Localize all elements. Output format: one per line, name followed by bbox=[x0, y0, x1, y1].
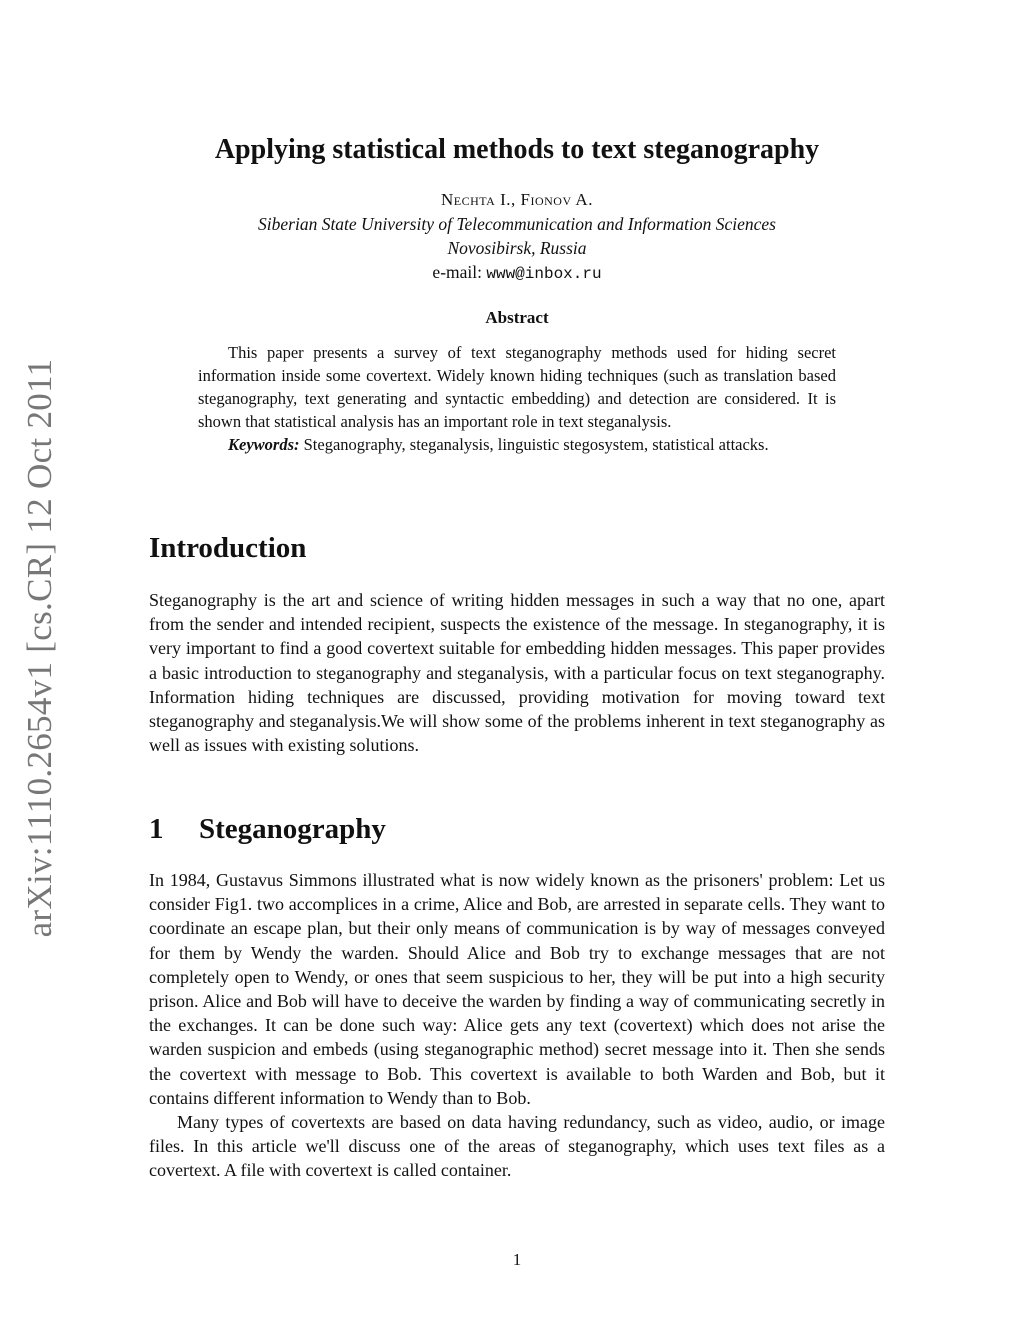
arxiv-identifier-stamp: arXiv:1110.2654v1 [cs.CR] 12 Oct 2011 bbox=[20, 358, 59, 938]
contact-email bbox=[0, 262, 1024, 283]
section-1-paragraph-2: Many types of covertexts are based on data having redundancy, such as video, audio, or image files. In this article we'll discuss one of the areas of steganography, which uses text files as a covertext. A file with covertext is called container. bbox=[149, 1112, 885, 1181]
introduction-heading: Introduction bbox=[149, 532, 307, 564]
paper-title: Applying statistical methods to text steganography bbox=[214, 134, 820, 165]
section-1-paragraph-1: In 1984, Gustavus Simmons illustrated what is now widely known as the prisoners' problem: Let us consider Fig1. two accomplices in a crime, Alice and Bob, are arrested in separate cells. They want to coordinate an escape plan, but their only means of communication is by way of messages conveyed for them by Wendy the warden. Should Alice and Bob try to exchange messages that are not completely open to Wendy, or ones that seem suspicious to her, they will be put into a high security prison. Alice and Bob will have to deceive the warden by finding a way of communicating secretly in the exchanges. It can be done such way: Alice gets any text (covertext) which does not arise the warden suspicion and embeds (using steganographic method) secret message into it. Then she sends the covertext with message to Bob. This covertext is available to both Warden and Bob, but it contains different information to Wendy than to Bob. bbox=[149, 870, 885, 1108]
keywords-line bbox=[198, 433, 836, 456]
affiliation-location: Novosibirsk, Russia bbox=[447, 238, 587, 258]
abstract-heading: Abstract bbox=[485, 308, 549, 327]
introduction-paragraph: Steganography is the art and science of writing hidden messages in such a way that no one, apart from the sender and intended recipient, suspects the existence of the message. In steganography, it is very important to find a good covertext suitable for embedding hidden messages. This paper provides a basic introduction to steganography and steganalysis, with a particular focus on text steganography. Information hiding techniques are discussed, providing motivation for moving toward text steganography and steganalysis.We will show some of the problems inherent in text steganography as well as issues with existing solutions. bbox=[149, 590, 885, 756]
email-label: e-mail: bbox=[432, 262, 482, 282]
section-1-number: 1 bbox=[149, 813, 164, 845]
section-1-heading bbox=[149, 813, 386, 846]
affiliation-institution: Siberian State University of Telecommunication and Information Sciences bbox=[258, 214, 776, 234]
keywords-label: Keywords: bbox=[228, 435, 300, 454]
abstract-text: This paper presents a survey of text steganography methods used for hiding secret information inside some covertext. Widely known hiding techniques (such as translation based steganography, text generating and syntactic embedding) and detection are considered. It is shown that statistical analysis has an important role in text steganalysis. bbox=[198, 343, 836, 431]
introduction-body bbox=[149, 588, 885, 757]
abstract-block bbox=[198, 341, 836, 456]
email-address: www@inbox.ru bbox=[486, 265, 602, 283]
page-number: 1 bbox=[512, 1250, 522, 1269]
section-1-body bbox=[149, 868, 885, 1183]
keywords-text: Steganography, steganalysis, linguistic stegosystem, statistical attacks. bbox=[303, 435, 769, 454]
author-list: Nechta I., Fionov A. bbox=[441, 190, 593, 209]
section-1-title: Steganography bbox=[199, 813, 386, 845]
